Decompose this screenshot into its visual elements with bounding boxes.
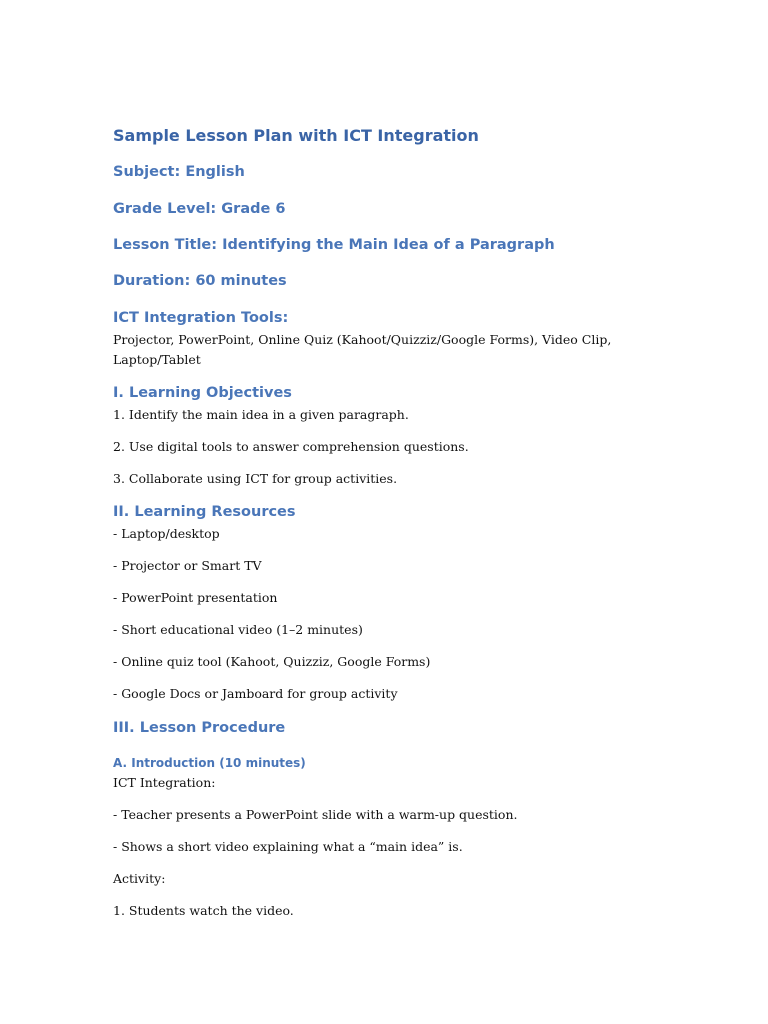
activity-label: Activity:	[113, 871, 166, 886]
activity-item: 1. Students watch the video.	[113, 903, 294, 918]
resource-item: - Short educational video (1–2 minutes)	[113, 622, 363, 637]
grade-level-heading: Grade Level: Grade 6	[113, 201, 286, 217]
procedure-heading: III. Lesson Procedure	[113, 720, 286, 736]
ict-tools-heading: ICT Integration Tools:	[113, 310, 289, 326]
resource-item: - PowerPoint presentation	[113, 590, 278, 605]
objectives-heading: I. Learning Objectives	[113, 385, 292, 401]
objective-item: 3. Collaborate using ICT for group activities.	[113, 471, 398, 486]
resource-item: - Laptop/desktop	[113, 526, 220, 541]
document-title: Sample Lesson Plan with ICT Integration	[113, 126, 479, 145]
ict-integration-item: - Teacher presents a PowerPoint slide with a warm-up question.	[113, 807, 518, 822]
ict-integration-label: ICT Integration:	[113, 775, 216, 790]
resource-item: - Projector or Smart TV	[113, 558, 262, 573]
resource-item: - Google Docs or Jamboard for group activity	[113, 686, 398, 701]
duration-heading: Duration: 60 minutes	[113, 273, 287, 289]
introduction-subheading: A. Introduction (10 minutes)	[113, 756, 306, 770]
objective-item: 1. Identify the main idea in a given paragraph.	[113, 407, 409, 422]
ict-tools-text: Projector, PowerPoint, Online Quiz (Kahoot/Quizziz/Google Forms), Video Clip, Laptop/Tablet	[113, 332, 612, 367]
resource-item: - Online quiz tool (Kahoot, Quizziz, Google Forms)	[113, 654, 431, 669]
objective-item: 2. Use digital tools to answer comprehension questions.	[113, 439, 469, 454]
subject-heading: Subject: English	[113, 164, 245, 180]
ict-integration-item: - Shows a short video explaining what a “main idea” is.	[113, 839, 463, 854]
resources-heading: II. Learning Resources	[113, 504, 296, 520]
lesson-title-heading: Lesson Title: Identifying the Main Idea of a Paragraph	[113, 237, 555, 253]
